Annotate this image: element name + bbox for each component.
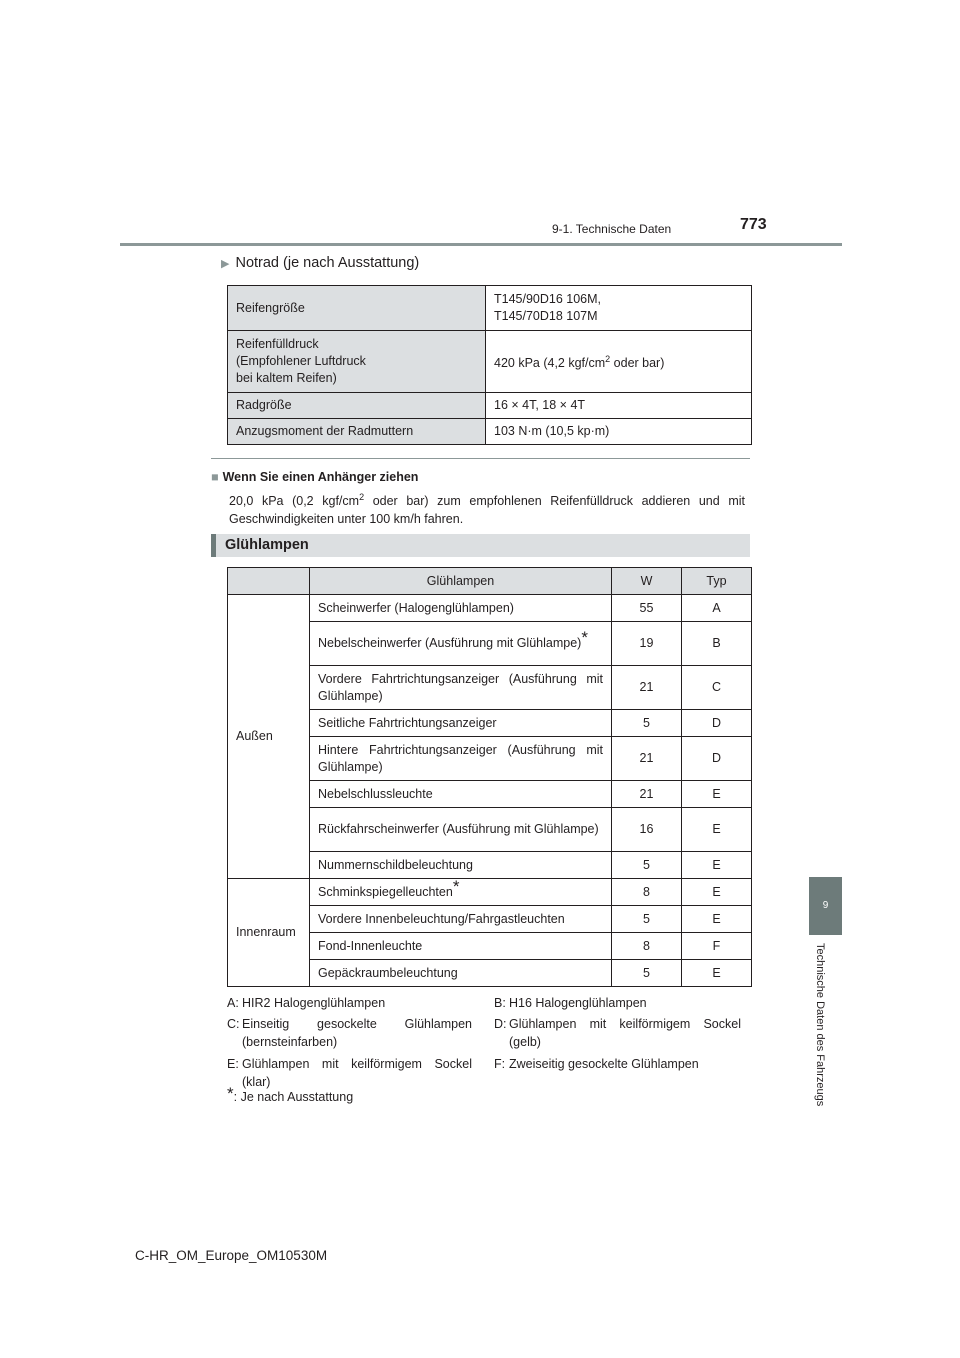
- group-interior: Innenraum: [228, 879, 310, 987]
- header-rule: [120, 243, 842, 246]
- tire-pressure-label: Reifenfülldruck (Empfohlener Luftdruck bei kaltem Reifen): [228, 331, 486, 393]
- col-header-watt: W: [612, 568, 682, 595]
- table-row: Nebelscheinwerfer (Ausführung mit Glühlampe)* 19 B: [228, 622, 752, 666]
- table-row: Gepäckraumbeleuchtung 5 E: [228, 960, 752, 987]
- chapter-title: Technische Daten des Fahrzeugs: [814, 943, 826, 1107]
- table-row: Vordere Innenbeleuchtung/Fahrgastleuchten 5 E: [228, 906, 752, 933]
- col-header-group: [228, 568, 310, 595]
- legend-item: D: Glühlampen mit keilförmigem Sockel (gelb): [494, 1017, 741, 1049]
- table-row: Nummernschildbeleuchtung 5 E: [228, 852, 752, 879]
- chapter-tab: [809, 877, 842, 935]
- legend-item: C: Einseitig gesockelte Glühlampen (bernsteinfarben): [227, 1017, 472, 1049]
- table-row: Innenraum Schminkspiegelleuchten* 8 E: [228, 879, 752, 906]
- page-number: 773: [740, 216, 767, 233]
- tire-pressure-value: 420 kPa (4,2 kgf/$cm^2$ oder bar): [486, 331, 752, 393]
- square-bullet-icon: ■: [211, 470, 219, 484]
- torque-value: 103 N·m (10,5 kp·m): [486, 419, 752, 445]
- wheel-size-label: Radgröße: [228, 393, 486, 419]
- section-divider: [211, 458, 750, 459]
- legend-item: A: HIR2 Halogenglühlampen: [227, 996, 386, 1010]
- header-section-title: 9-1. Technische Daten: [552, 222, 672, 236]
- spare-heading-text: Notrad (je nach Ausstattung): [235, 255, 420, 271]
- trailer-subheading: ■ Wenn Sie einen Anhänger ziehen: [211, 470, 419, 484]
- torque-label: Anzugsmoment der Radmuttern: [228, 419, 486, 445]
- col-header-type: Typ: [682, 568, 752, 595]
- tire-size-value: T145/90D16 106M, T145/70D18 107M: [486, 286, 752, 331]
- legend-item: E: Glühlampen mit keilförmigem Sockel (klar): [227, 1057, 472, 1089]
- legend-item: F: Zweiseitig gesockelte Glühlampen: [494, 1057, 699, 1071]
- trailer-paragraph: 20,0 kPa (0,2 kgf/$cm^2$ oder bar) zum empfohlenen Reifenfülldruck addieren und mit Geschwindigkeiten unter 100 km/h fahren.: [229, 492, 745, 527]
- group-exterior: Außen: [228, 595, 310, 879]
- document-code: C-HR_OM_Europe_OM10530M: [135, 1248, 328, 1263]
- table-row: Vordere Fahrtrichtungsanzeiger (Ausführung mit Glühlampe) 21 C: [228, 666, 752, 710]
- chapter-tab-title: [790, 943, 850, 1123]
- table-row: Nebelschlussleuchte 21 E: [228, 781, 752, 808]
- legend-item: B: H16 Halogenglühlampen: [494, 996, 647, 1010]
- footnote: *: Je nach Ausstattung: [227, 1084, 354, 1104]
- table-row: Hintere Fahrtrichtungsanzeiger (Ausführung mit Glühlampe) 21 D: [228, 737, 752, 781]
- col-header-bulbs: Glühlampen: [310, 568, 612, 595]
- table-row: Rückfahrscheinwerfer (Ausführung mit Glühlampe) 16 E: [228, 808, 752, 852]
- tire-size-label: Reifengröße: [228, 286, 486, 331]
- spare-tire-table: [227, 285, 752, 445]
- bulbs-table: [227, 567, 752, 987]
- bulbs-heading: Glühlampen: [211, 534, 750, 557]
- table-row: Seitliche Fahrtrichtungsanzeiger 5 D: [228, 710, 752, 737]
- wheel-size-value: 16 × 4T, 18 × 4T: [486, 393, 752, 419]
- table-row: Fond-Innenleuchte 8 F: [228, 933, 752, 960]
- spare-wheel-heading: [221, 255, 419, 271]
- table-row: Außen Scheinwerfer (Halogenglühlampen) 55 A: [228, 595, 752, 622]
- chapter-number: 9: [822, 900, 829, 911]
- arrow-right-icon: ▶: [221, 258, 230, 270]
